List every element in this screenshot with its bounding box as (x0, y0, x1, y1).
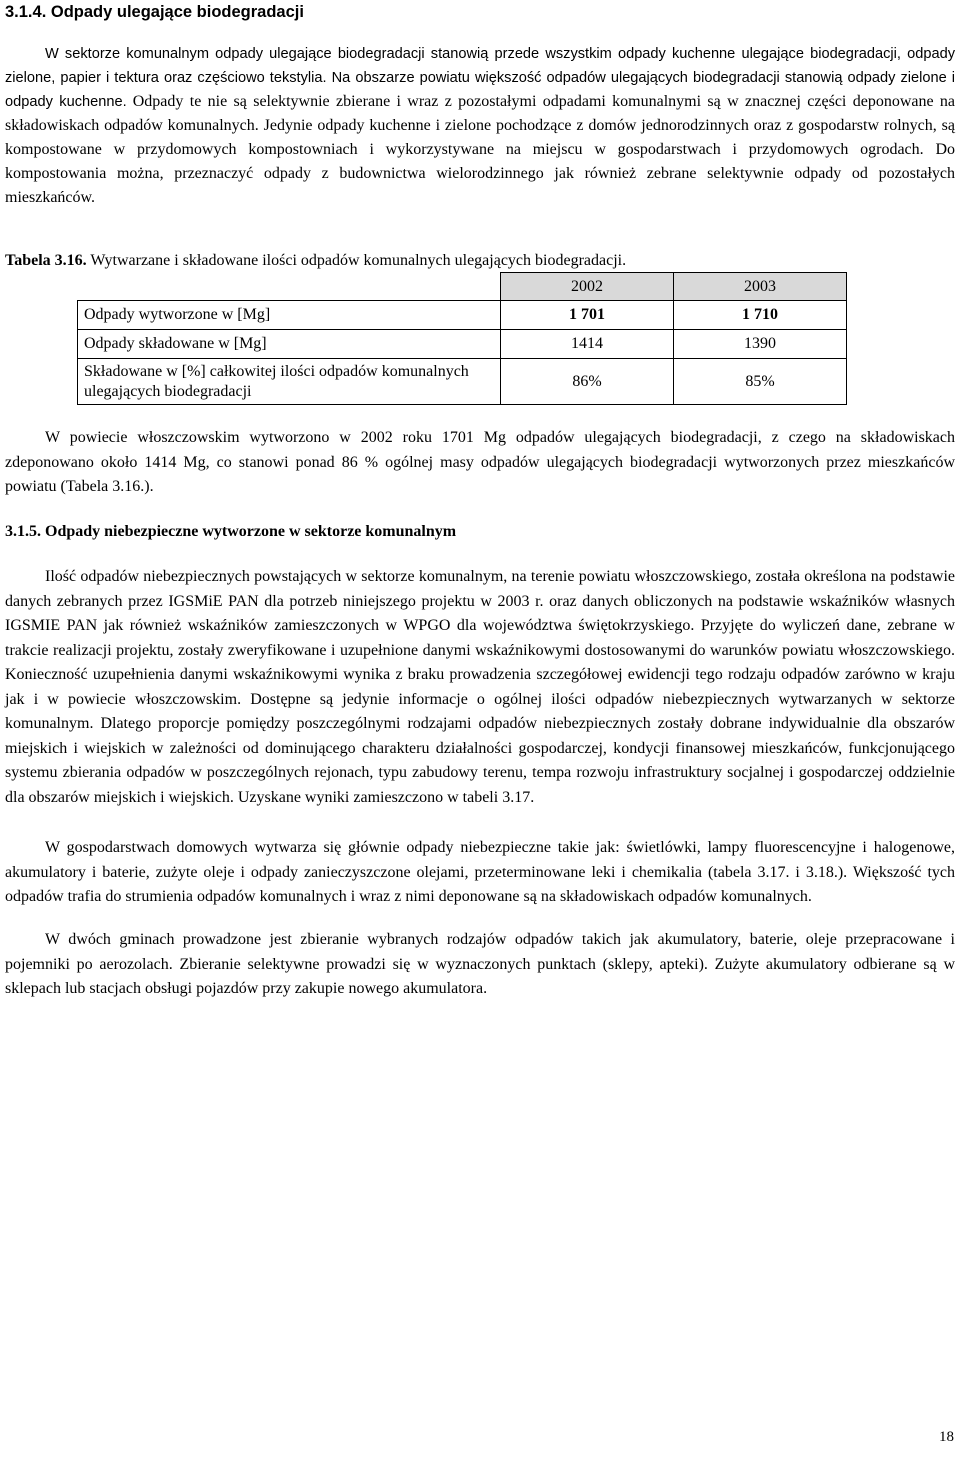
table-cell-2003: 1390 (674, 330, 847, 359)
table-row (78, 330, 847, 359)
paragraph-hazardous-2-text: W gospodarstwach domowych wytwarza się głównie odpady niebezpieczne takie jak: świetlówki, lampy fluorescencyjne i halogenowe, akumulatory i baterie, zużyte oleje i odpady zanieczyszczone olejami, przeterminowane leki i chemikalia (tabela 3.17. i 3.18.). Większość tych odpadów trafia do strumienia odpadów komunalnych i wraz z nimi deponowane są na składowiskach odpadów komunalnych. (5, 839, 955, 905)
table-row-label: Odpady składowane w [Mg] (78, 330, 501, 359)
paragraph-hazardous-3-text: W dwóch gminach prowadzone jest zbieranie wybranych rodzajów odpadów takich jak akumulatory, baterie, oleje przepracowane i pojemniki po aerozolach. Zbieranie selektywne prowadzi się w wyznaczonych punktach (sklepy, apteki). Zużyte akumulatory odbierane są w sklepach lub stacjach obsługi pojazdów przy zakupie nowego akumulatora. (5, 931, 955, 997)
table-cell-2002: 1 701 (501, 301, 674, 330)
table-caption-text: Wytwarzane i składowane ilości odpadów komunalnych ulegających biodegradacji. (86, 252, 627, 269)
table-header-2003: 2003 (674, 273, 847, 301)
paragraph-hazardous-2 (5, 836, 955, 910)
paragraph-after-table (5, 426, 955, 500)
table-caption (5, 251, 626, 271)
biodegradable-waste-table (77, 272, 847, 405)
table-row (78, 301, 847, 330)
table-caption-label: Tabela 3.16. (5, 252, 87, 269)
table-row-label: Odpady wytworzone w [Mg] (78, 301, 501, 330)
table-cell-2002: 1414 (501, 330, 674, 359)
table-cell-2002: 86% (501, 359, 674, 405)
table-cell-2003: 85% (674, 359, 847, 405)
table-row-label: Składowane w [%] całkowitej ilości odpadów komunalnych ulegających biodegradacji (78, 359, 501, 405)
page-number: 18 (939, 1429, 954, 1445)
table-header-blank (78, 273, 501, 301)
paragraph-biodegradable (5, 42, 955, 210)
paragraph-biodegradable-part1: W sektorze komunalnym odpady ulegające biodegradacji stanowią przede wszystkim odpady kuchenne ulegające biodegradacji, odpady zielone, papier i tektura oraz częściowo tekstylia. Na obszarze powiatu większość odpadów ulegających biodegradacji stanowią odpady zielone i odpady kuchenne. (5, 46, 955, 110)
paragraph-hazardous-1-text: Ilość odpadów niebezpiecznych powstających w sektorze komunalnym, na terenie powiatu włoszczowskiego, została określona na podstawie danych zebranych przez IGSMiE PAN dla potrzeb niniejszego projektu w 2003 r. oraz danych obliczonych na podstawie wskaźników własnych IGSMIE PAN jak również wskaźników zamieszczonych w WPGO dla województwa świętokrzyskiego. Przyjęte do wyliczeń dane, zebrane w trakcie realizacji projektu, zostały zweryfikowane i uzupełnione danymi wskaźnikowymi dostosowanymi do warunków powiatu włoszczowskiego. Konieczność uzupełnienia danymi wskaźnikowymi wynika z braku prowadzenia szczegółowej ewidencji tego rodzaju odpadów zarówno w kraju jak i w powiecie włoszczowskim. Dostępne są jedynie informacje o ogólnej ilości odpadów niebezpiecznych wytwarzanych w sektorze komunalnym. Dlatego proporcje pomiędzy poszczególnymi rodzajami odpadów niebezpiecznych zostały dobrane indywidualnie dla obszarów miejskich i wiejskich w zależności od dominującego charakteru działalności gospodarczej, kondycji finansowej mieszkańców, funkcjonującego systemu zbierania odpadów w poszczególnych rejonach, typu zabudowy terenu, tempa rozwoju infrastruktury socjalnej i gospodarczej oddzielnie dla obszarów miejskich i wiejskich. Uzyskane wyniki zamieszczono w tabeli 3.17. (5, 568, 955, 806)
table-row (78, 359, 847, 405)
table-cell-2003: 1 710 (674, 301, 847, 330)
paragraph-biodegradable-part2: Odpady te nie są selektywnie zbierane i wraz z pozostałymi odpadami komunalnymi są w znacznej części deponowane na składowiskach odpadów komunalnych. Jedynie odpady kuchenne i zielone pochodzące z domów jednorodzinnych oraz z gospodarstw rolnych, są kompostowane w przydomowych kompostowniach i wykorzystywane na miejscu w gospodarstwach i przydomowych ogrodach. Do kompostowania można, przeznaczyć odpady z budownictwa wielorodzinnego jak również zebrane selektywnie odpady od pozostałych mieszkańców. (5, 93, 956, 206)
table-header-2002: 2002 (501, 273, 674, 301)
paragraph-after-table-text: W powiecie włoszczowskim wytworzono w 2002 roku 1701 Mg odpadów ulegających biodegradacji, z czego na składowiskach zdeponowano około 1414 Mg, co stanowi ponad 86 % ogólnej masy odpadów ulegających biodegradacji wytworzonych przez mieszkańców powiatu (Tabela 3.16.). (5, 429, 955, 495)
paragraph-hazardous-1 (5, 565, 955, 810)
section-heading-hazardous: 3.1.5. Odpady niebezpieczne wytworzone w sektorze komunalnym (5, 523, 457, 540)
paragraph-hazardous-3 (5, 928, 955, 1002)
table-header-row (78, 273, 847, 301)
section-heading-biodegradable: 3.1.4. Odpady ulegające biodegradacji (5, 3, 304, 21)
